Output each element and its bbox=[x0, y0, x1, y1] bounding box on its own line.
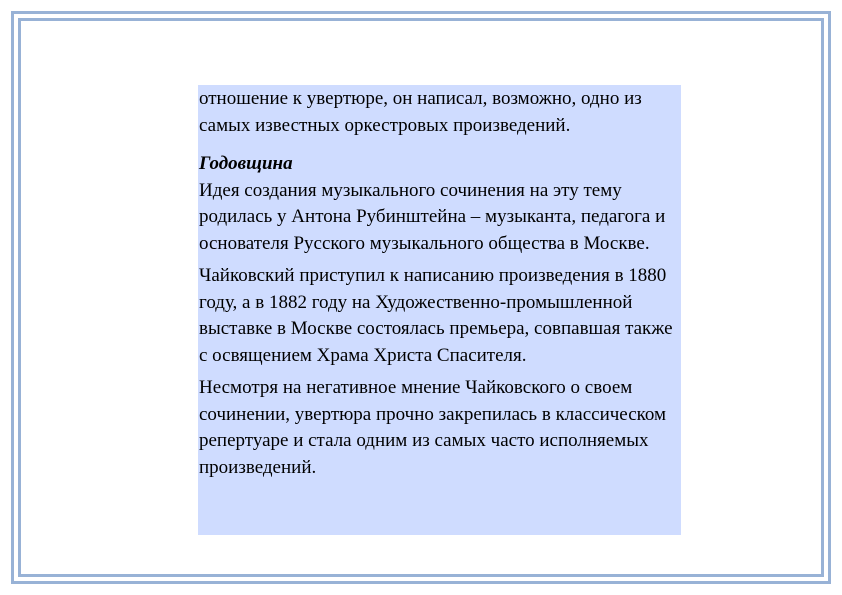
text-box bbox=[198, 85, 681, 535]
intro-paragraph: отношение к увертюре, он написал, возможно, одно из самых известных оркестровых произведений. bbox=[199, 88, 642, 136]
paragraph-1: Идея создания музыкального сочинения на эту тему родилась у Антона Рубинштейна – музыканта, педагога и основателя Русского музыкального общества в Москве. bbox=[199, 179, 666, 254]
section-heading: Годовщина bbox=[199, 153, 293, 174]
paragraph-2: Чайковский приступил к написанию произведения в 1880 году, а в 1882 году на Художественно-промышленной выставке в Москве состоялась премьера, совпавшая также с освящением Храма Христа Спасителя. bbox=[199, 265, 673, 366]
paragraph-3: Несмотря на негативное мнение Чайковского о своем сочинении, увертюра прочно закрепилась в классическом репертуаре и стала одним из самых часто исполняемых произведений. bbox=[199, 377, 667, 478]
